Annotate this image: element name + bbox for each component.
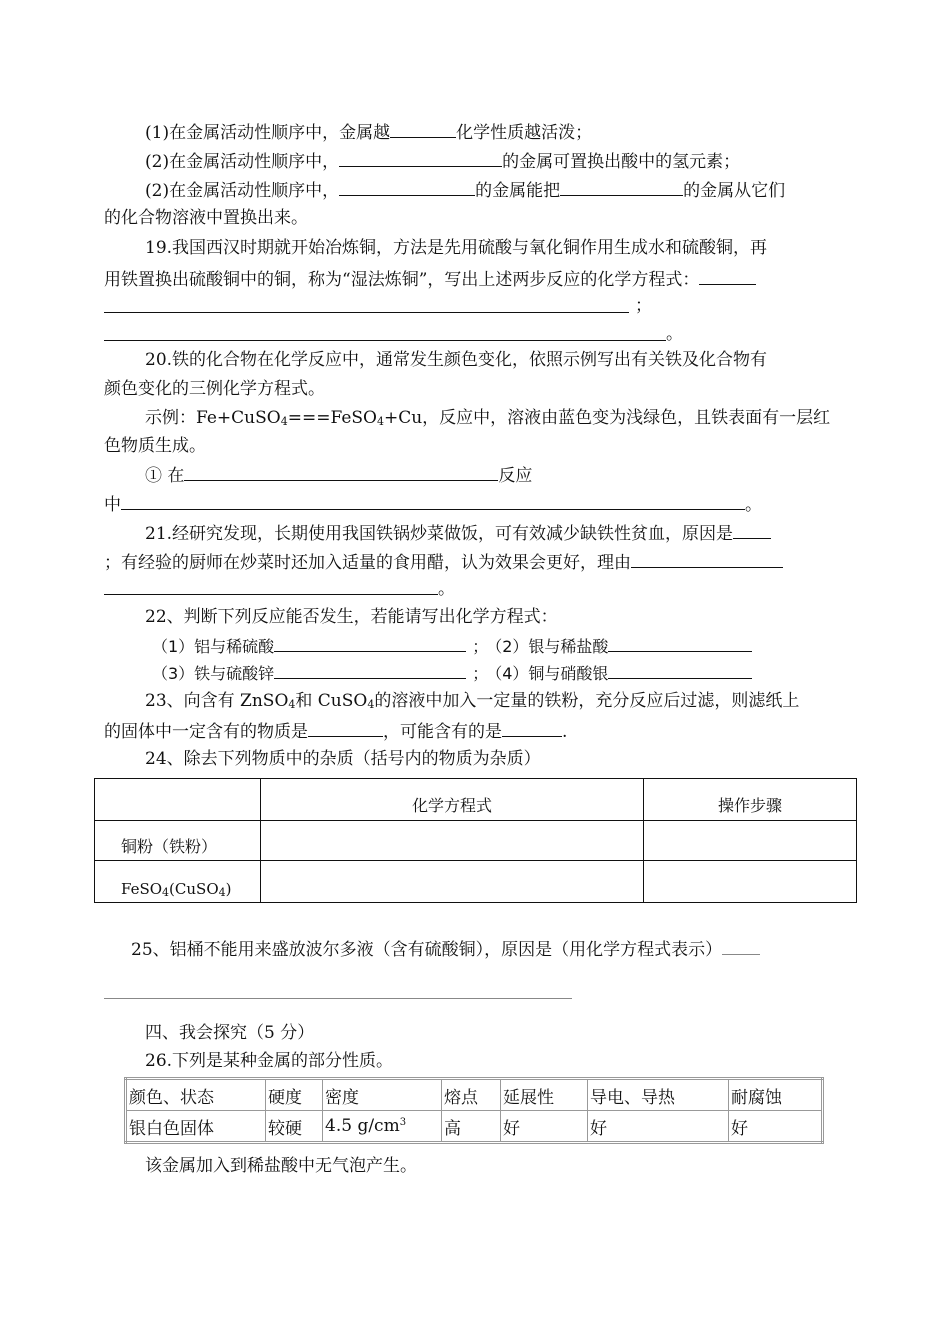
blank[interactable] [608, 633, 752, 652]
header-cell: 密度 [323, 1079, 442, 1111]
blank[interactable] [608, 660, 752, 679]
q21-line2: ；有经验的厨师在炒菜时还加入适量的食用醋，认为效果会更好，理由 [104, 549, 783, 575]
blank[interactable] [699, 266, 756, 285]
blank[interactable] [121, 491, 745, 510]
q22-title: 22、判断下列反应能否发生，若能请写出化学方程式： [145, 607, 558, 627]
answer-line[interactable] [104, 998, 572, 999]
answer-cell[interactable] [261, 861, 644, 903]
q26-note: 该金属加入到稀盐酸中无气泡产生。 [145, 1156, 417, 1176]
header-cell [95, 779, 261, 821]
blank[interactable] [274, 633, 466, 652]
q24-title: 24、除去下列物质中的杂质（括号内的物质为杂质） [145, 749, 541, 769]
answer-cell[interactable] [644, 861, 857, 903]
value-cell: 较硬 [266, 1111, 323, 1143]
section4-title: 四、我会探究（5 分） [145, 1023, 315, 1043]
answer-cell[interactable] [644, 821, 857, 861]
q18-line4: 的化合物溶液中置换出来。 [104, 208, 308, 228]
q20-item1: ① 在 反应 [145, 462, 532, 488]
q21-end: 。 [438, 579, 455, 599]
header-cell: 导电、导热 [588, 1079, 729, 1111]
q19-line1: 19.我国西汉时期就开始冶炼铜，方法是先用硫酸与氧化铜作用生成水和硫酸铜，再 [145, 238, 768, 258]
blank[interactable] [722, 936, 760, 955]
q26-title: 26.下列是某种金属的部分性质。 [145, 1051, 394, 1071]
blank[interactable] [184, 462, 498, 481]
blank[interactable] [733, 520, 771, 539]
value-cell: 银白色固体 [126, 1111, 266, 1143]
header-cell: 操作步骤 [644, 779, 857, 821]
header-cell: 化学方程式 [261, 779, 644, 821]
q20-example: 示例：Fe+CuSO$_4$===FeSO$_4$+Cu，反应中，溶液由蓝色变为浅绿色，且铁表面有一层红 [145, 408, 831, 428]
blank[interactable] [339, 177, 475, 196]
header-cell: 耐腐蚀 [729, 1079, 823, 1111]
impurity-table [94, 778, 857, 903]
value-cell: 好 [501, 1111, 588, 1143]
answer-line[interactable] [104, 312, 629, 313]
metal-properties-table [124, 1077, 824, 1144]
blank[interactable] [308, 718, 383, 737]
q20-item1-cont: 中 。 [104, 491, 762, 517]
blank[interactable] [390, 119, 456, 138]
q22-row2: （3）铁与硫酸锌 ； （4）铜与硝酸银 [152, 660, 752, 686]
value-cell: 好 [729, 1111, 823, 1143]
q18-line2: (2)在金属活动性顺序中， 的金属可置换出酸中的氢元素； [145, 148, 740, 174]
answer-line[interactable] [104, 340, 666, 341]
header-cell: 延展性 [501, 1079, 588, 1111]
q20-line1: 20.铁的化合物在化学反应中，通常发生颜色变化，依照示例写出有关铁及化合物有 [145, 350, 768, 370]
q21-line1: 21.经研究发现，长期使用我国铁锅炒菜做饭，可有效减少缺铁性贫血，原因是 [145, 520, 771, 546]
q23-line1: 23、向含有 ZnSO$_4$和 CuSO$_4$的溶液中加入一定量的铁粉，充分反应后过滤，则滤纸上 [145, 691, 800, 711]
q18-line1: (1)在金属活动性顺序中，金属越 化学性质越活泼； [145, 119, 592, 145]
q18-line3: (2)在金属活动性顺序中， 的金属能把 的金属从它们 [145, 177, 785, 203]
blank[interactable] [339, 148, 502, 167]
q23-line2: 的固体中一定含有的物质是 ，可能含有的是 . [104, 718, 567, 744]
blank[interactable] [502, 718, 562, 737]
header-cell: 颜色、状态 [126, 1079, 266, 1111]
blank[interactable] [560, 177, 683, 196]
q22-row1: （1）铝与稀硫酸 ； （2）银与稀盐酸 [152, 633, 752, 659]
q19-sep: ； [635, 296, 652, 316]
q20-line2: 颜色变化的三例化学方程式。 [104, 379, 325, 399]
value-cell: 高 [442, 1111, 501, 1143]
q25-line1: 25、铝桶不能用来盛放波尔多液（含有硫酸铜），原因是（用化学方程式表示） [131, 936, 760, 962]
blank[interactable] [631, 549, 783, 568]
answer-line[interactable] [104, 594, 438, 595]
header-cell: 熔点 [442, 1079, 501, 1111]
header-cell: 硬度 [266, 1079, 323, 1111]
blank[interactable] [274, 660, 466, 679]
q20-line4: 色物质生成。 [104, 436, 206, 456]
value-cell: 好 [588, 1111, 729, 1143]
row-label: 铜粉（铁粉） [95, 821, 261, 861]
q19-line2: 用铁置换出硫酸铜中的铜，称为“湿法炼铜”，写出上述两步反应的化学方程式： [104, 266, 756, 292]
row-label: FeSO$_4$(CuSO$_4$) [95, 861, 261, 903]
value-cell: 4.5 $g/cm^3$ [323, 1111, 442, 1143]
answer-cell[interactable] [261, 821, 644, 861]
q19-end: 。 [666, 324, 683, 344]
